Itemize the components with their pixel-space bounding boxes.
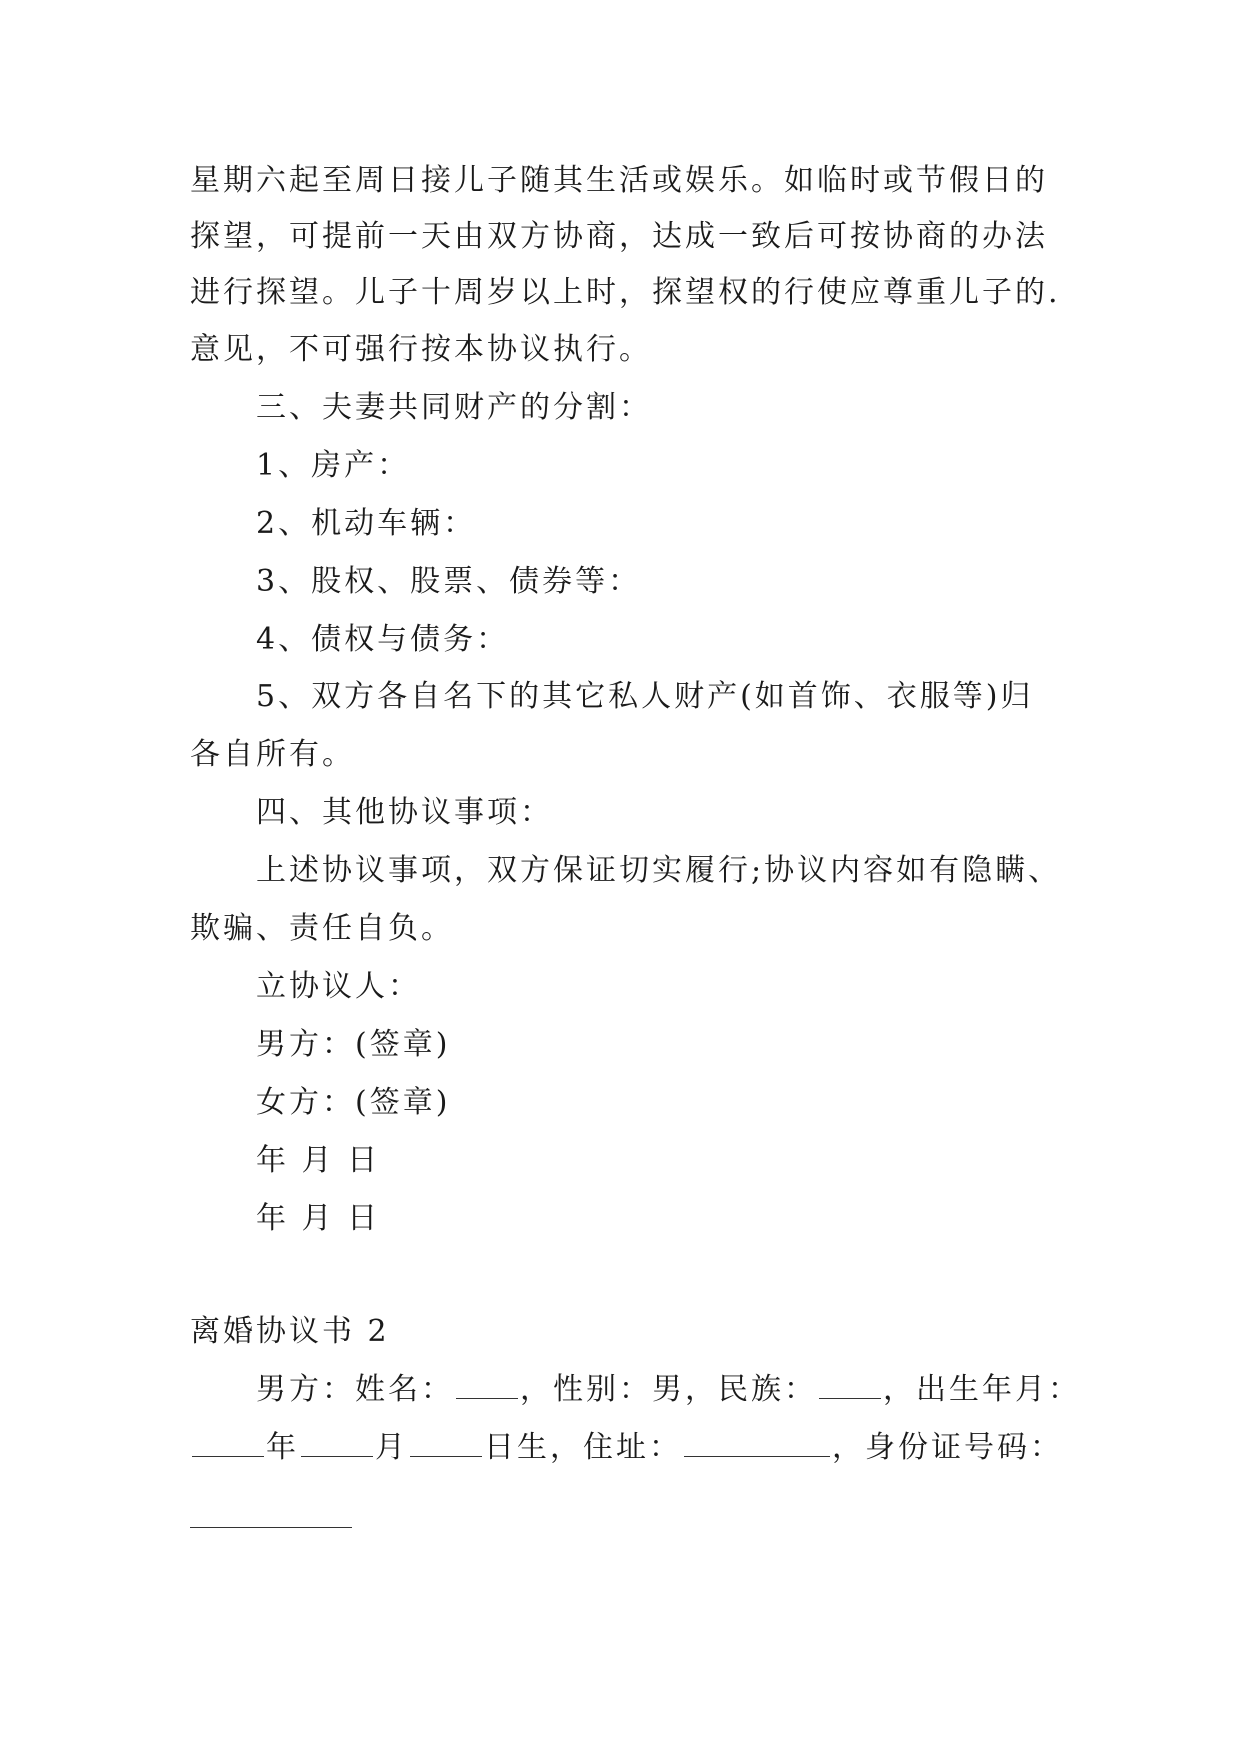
name-blank <box>456 1370 518 1399</box>
paragraph-line: 探望，可提前一天由双方协商，达成一致后可按协商的办法 <box>190 219 1048 254</box>
form-line-birth-address <box>190 1428 1063 1468</box>
form-line-male-info <box>256 1370 1081 1410</box>
form-text: 男方：姓名： <box>256 1372 454 1407</box>
list-item-personal-property: 5、双方各自名下的其它私人财产(如首饰、衣服等)归 <box>256 679 1034 714</box>
list-item-house: 1、房产： <box>256 448 411 483</box>
signatories-label: 立协议人： <box>256 969 421 1004</box>
section-heading-property: 三、夫妻共同财产的分割： <box>256 390 652 425</box>
date-line: 年 月 日 <box>256 1201 381 1236</box>
date-line: 年 月 日 <box>256 1143 381 1178</box>
day-blank <box>410 1428 482 1457</box>
form-text: 年 <box>266 1430 299 1465</box>
section-heading-other: 四、其他协议事项： <box>256 795 553 830</box>
form-text: 日生，住址： <box>484 1430 682 1465</box>
month-blank <box>301 1428 373 1457</box>
paragraph-line: 星期六起至周日接儿子随其生活或娱乐。如临时或节假日的 <box>190 163 1048 198</box>
address-blank <box>684 1428 830 1457</box>
paragraph-line: 进行探望。儿子十周岁以上时，探望权的行使应尊重儿子的. <box>190 275 1061 310</box>
list-item-debts: 4、债权与债务： <box>256 622 510 657</box>
paragraph-line: 上述协议事项，双方保证切实履行;协议内容如有隐瞒、 <box>256 853 1062 888</box>
form-text: ，身份证号码： <box>832 1430 1063 1465</box>
list-item-stocks: 3、股权、股票、债券等： <box>256 564 642 599</box>
form-text: ，性别：男，民族： <box>520 1372 817 1407</box>
ethnicity-blank <box>819 1370 881 1399</box>
form-text: ，出生年月： <box>883 1372 1081 1407</box>
female-signature-line: 女方：(签章) <box>256 1085 451 1120</box>
male-signature-line: 男方：(签章) <box>256 1027 451 1062</box>
paragraph-line: 欺骗、责任自负。 <box>190 911 454 946</box>
section-title: 离婚协议书 2 <box>190 1314 390 1349</box>
form-text: 月 <box>375 1430 408 1465</box>
year-blank <box>192 1428 264 1457</box>
paragraph-line: 意见，不可强行按本协议执行。 <box>190 332 652 367</box>
list-item-vehicle: 2、机动车辆： <box>256 506 477 541</box>
id-number-blank <box>190 1527 352 1528</box>
paragraph-line: 各自所有。 <box>190 737 355 772</box>
